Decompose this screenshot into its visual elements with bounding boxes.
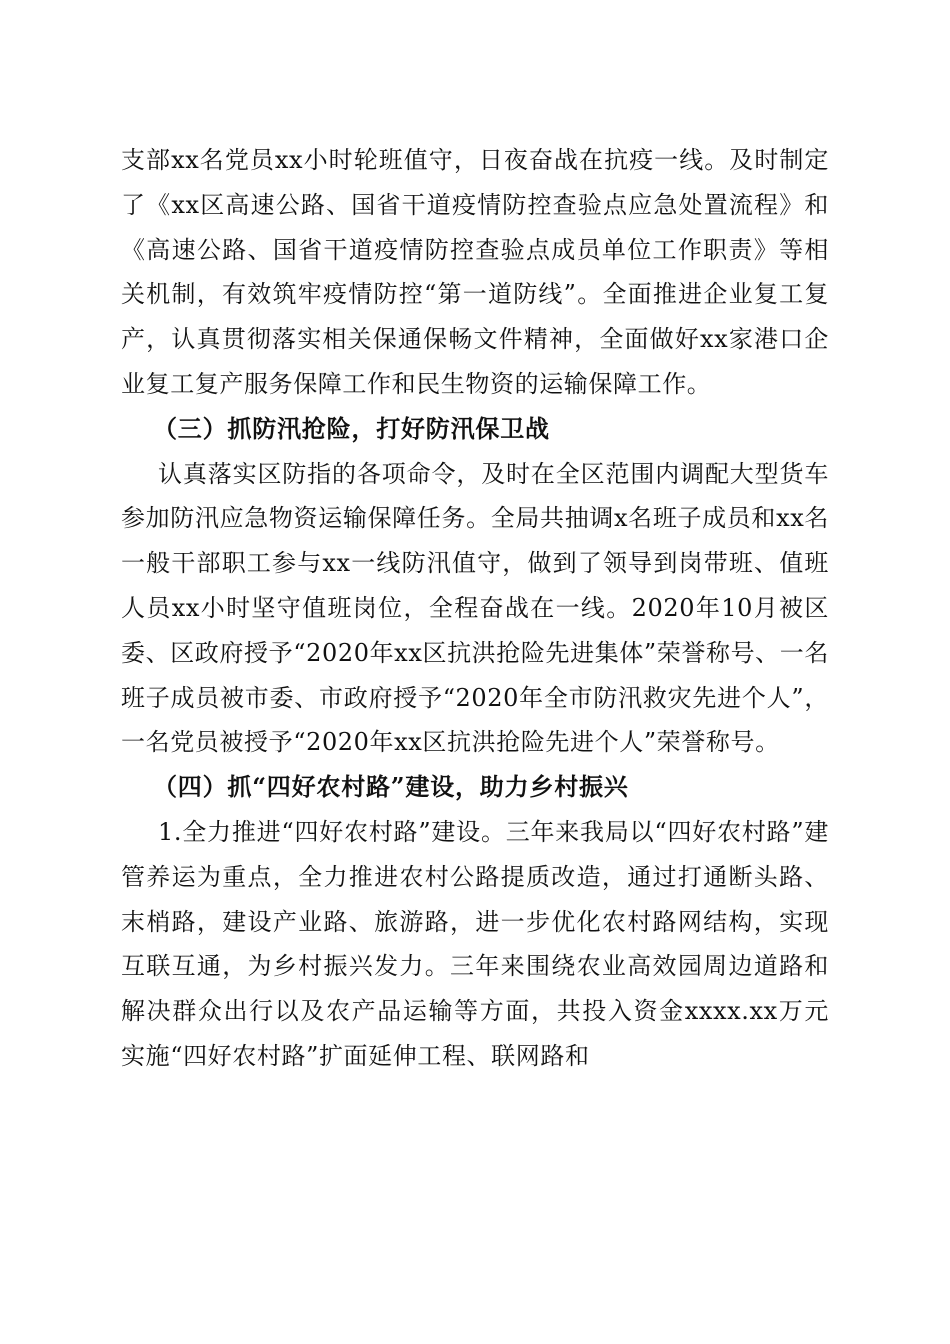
paragraph-rural-roads: 1.全力推进“四好农村路”建设。三年来我局以“四好农村路”建管养运为重点，全力推进农村公路提质改造，通过打通断头路、末梢路，建设产业路、旅游路，进一步优化农村路网结构，实现互联互通，为乡村振兴发力。三年来围绕农业高效园周边道路和解决群众出行以及农产品运输等方面，共投入资金xxxx.xx万元实施“四好农村路”扩面延伸工程、联网路和 <box>121 817 829 1070</box>
paragraph-flood-control: 认真落实区防指的各项命令，及时在全区范围内调配大型货车参加防汛应急物资运输保障任务。全局共抽调x名班子成员和xx名一般干部职工参与xx一线防汛值守，做到了领导到岗带班、值班人员xx小时坚守值班岗位，全程奋战在一线。2020年10月被区委、区政府授予“2020年xx区抗洪抢险先进集体”荣誉称号、一名班子成员被市委、市政府授予“2020年全市防汛救灾先进个人”，一名党员被授予“2020年xx区抗洪抢险先进个人”荣誉称号。 <box>121 459 829 757</box>
paragraph-epidemic-prevention: 支部xx名党员xx小时轮班值守，日夜奋战在抗疫一线。及时制定了《xx区高速公路、国省干道疫情防控查验点应急处置流程》和《高速公路、国省干道疫情防控查验点成员单位工作职责》等相关机制，有效筑牢疫情防控“第一道防线”。全面推进企业复工复产，认真贯彻落实相关保通保畅文件精神，全面做好xx家港口企业复工复产服务保障工作和民生物资的运输保障工作。 <box>121 146 829 398</box>
document-body <box>121 138 829 1079</box>
section-heading-flood-control: （三）抓防汛抢险，打好防汛保卫战 <box>153 413 550 443</box>
section-heading-rural-roads: （四）抓“四好农村路”建设，助力乡村振兴 <box>153 772 629 802</box>
